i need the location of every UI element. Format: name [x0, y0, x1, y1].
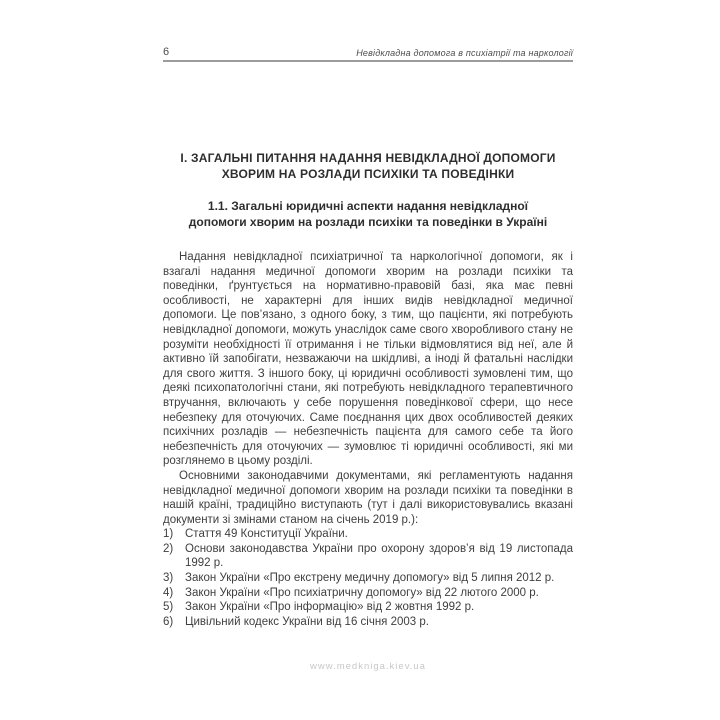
list-item	[163, 542, 573, 571]
list-item	[163, 600, 573, 615]
page-footer	[163, 656, 573, 674]
list-item	[163, 586, 573, 601]
list-item-text: Основи законодавства України про охорону здоров’я від 19 листопада 1992 р.	[185, 542, 573, 570]
list-item-marker: 5)	[163, 601, 174, 614]
list-item	[163, 571, 573, 586]
list-item-marker: 3)	[163, 572, 174, 585]
paragraph-legal-intro: Основними законодавчими документами, які регламентують надання невідкладної медичної допомоги хворим на розлади психіки та поведінки в нашій країні, традиційно виступають (тут і далі використовувались вказані документи зі змінами станом на січень 2019 р.):	[163, 469, 573, 526]
footer-url: www.medkniga.kiev.ua	[310, 661, 426, 672]
paragraph-intro: Надання невідкладної психіатричної та наркологічної допомоги, як і взагалі надання медичної допомоги хворим на розлади психіки та поведінки, ґрунтується на нормативно-правовій базі, яка має певні особливості, не характерні для інших видів невідкладної медичної допомоги. Це пов’язано, з одного боку, з тим, що пацієнти, які потребують невідкладної допомоги, можуть унаслідок саме свого хворобливого стану не розуміти необхідності її отримання і не тільки відмовлятися від неї, але й активно їй запобігати, незважаючи на шкідливі, а іноді й фатальні наслідки для свого життя. З іншого боку, ці юридичні особливості зумовлені тим, що деякі психопатологічні стани, які потребують невідкладного терапевтичного втручання, включають у себе порушення поведінкової сфери, що несе небезпеку для оточуючих. Саме поєднання цих двох особливостей деяких психічних розладів — небезпечність пацієнта для самого себе та його небезпечність для оточуючих — зумовлює ті юридичні особливості, які ми розглянемо в цьому розділі.	[163, 251, 573, 468]
page-number: 6	[163, 46, 170, 58]
legal-documents-list	[163, 527, 573, 629]
list-item-marker: 2)	[163, 542, 174, 555]
chapter-title	[163, 150, 573, 182]
header-rule	[163, 60, 573, 62]
page-header	[163, 46, 573, 62]
section-title	[163, 199, 573, 230]
page-content	[163, 150, 573, 629]
chapter-title-line: ХВОРИМ НА РОЗЛАДИ ПСИХІКИ ТА ПОВЕДІНКИ	[221, 167, 515, 181]
body-text	[163, 250, 573, 629]
header-row	[163, 46, 573, 58]
list-item-marker: 4)	[163, 586, 174, 599]
list-item	[163, 615, 573, 630]
section-title-line: допомоги хворим на розлади психіки та поведінки в Україні	[188, 214, 548, 229]
list-item	[163, 527, 573, 542]
list-item-marker: 1)	[163, 528, 174, 541]
running-title: Невідкладна допомога в психіатрії та наркології	[356, 48, 573, 58]
list-item-text: Закон України «Про інформацію» від 2 жовтня 1992 р.	[185, 601, 475, 614]
list-item-text: Закон України «Про психіатричну допомогу» від 22 лютого 2000 р.	[185, 586, 539, 599]
list-item-text: Стаття 49 Конституції України.	[185, 528, 348, 541]
section-title-line: 1.1. Загальні юридичні аспекти надання невідкладної	[207, 199, 529, 213]
list-item-text: Цивільний кодекс України від 16 січня 2003 р.	[185, 615, 429, 628]
list-item-marker: 6)	[163, 615, 174, 628]
list-item-text: Закон України «Про екстрену медичну допомогу» від 5 липня 2012 р.	[185, 572, 555, 585]
chapter-title-line: І. ЗАГАЛЬНІ ПИТАННЯ НАДАННЯ НЕВІДКЛАДНОЇ ДОПОМОГИ	[180, 151, 556, 165]
